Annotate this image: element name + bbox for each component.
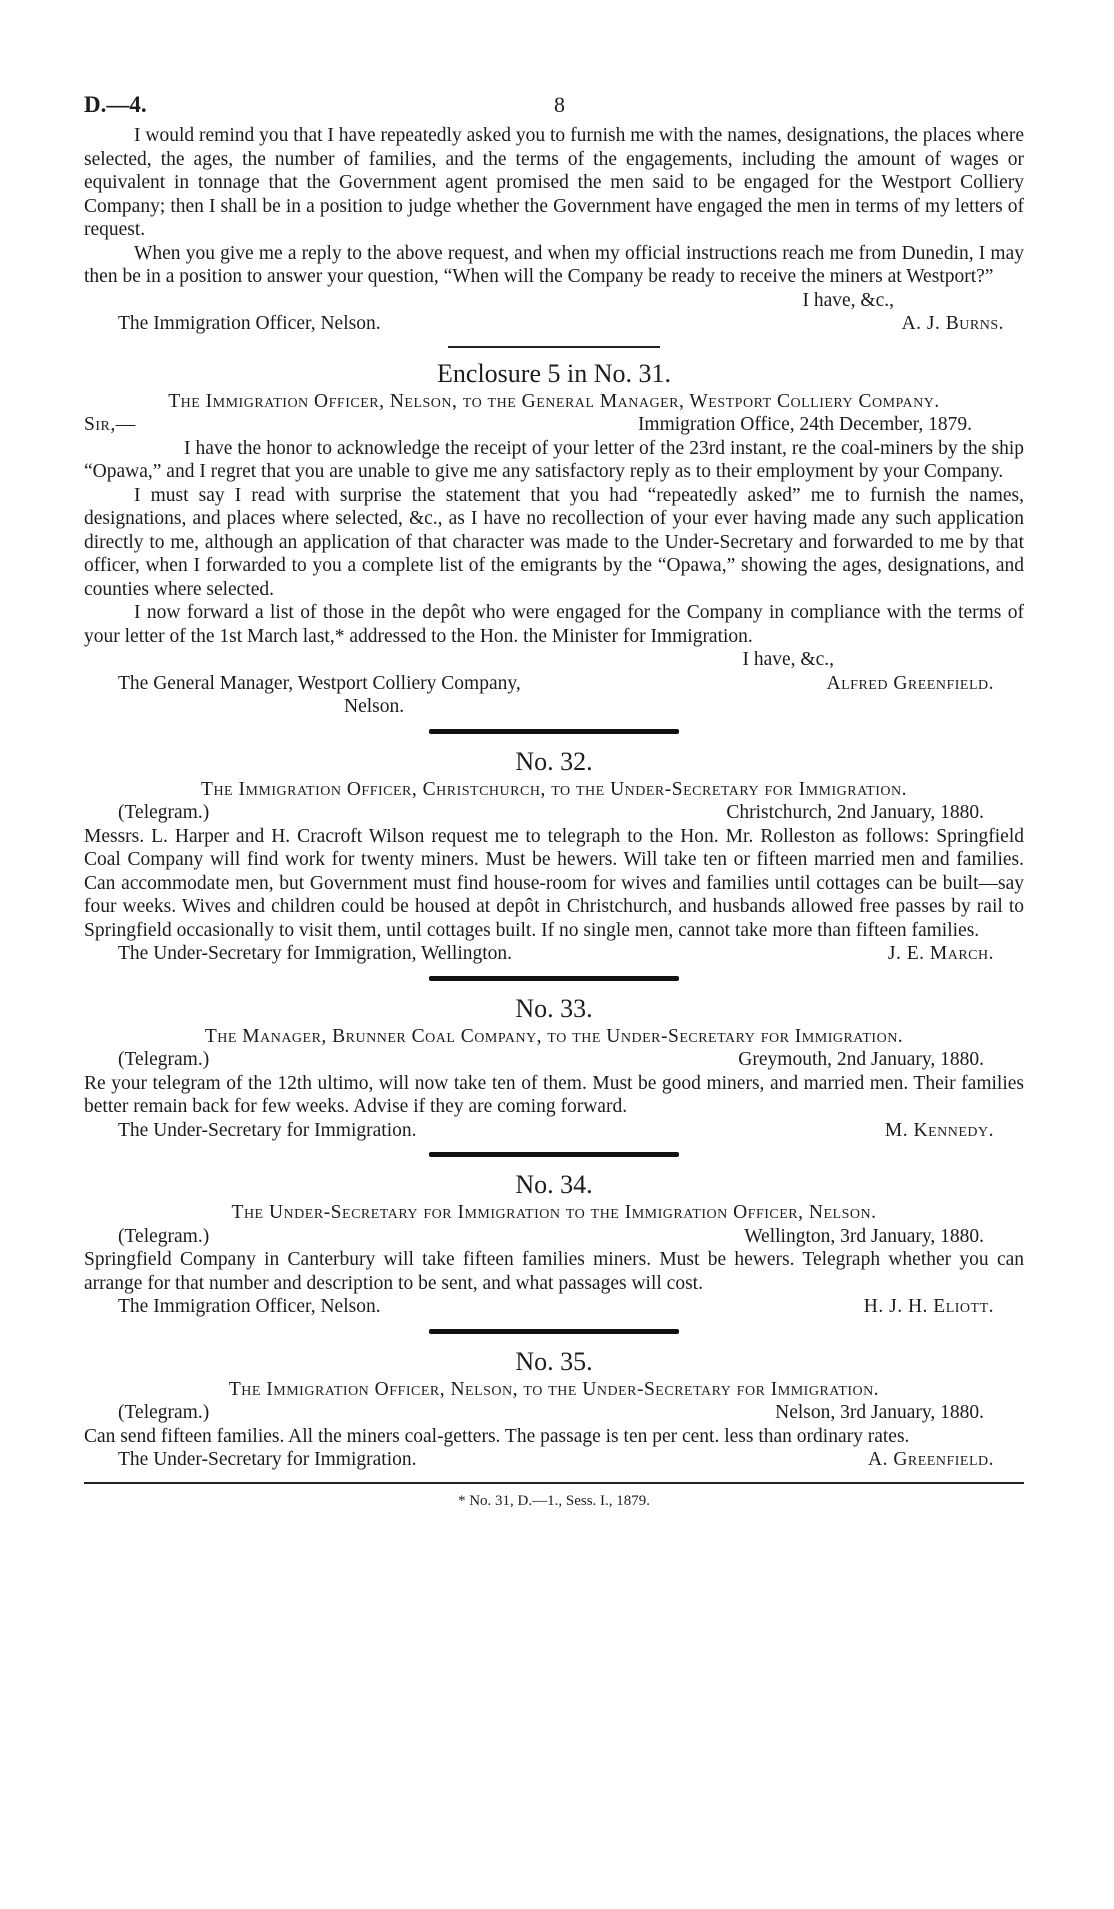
no-34-telegram-row: [84, 1225, 1024, 1249]
no-32-title: No. 32.: [515, 746, 593, 776]
no-33-addressee: The Under-Secretary for Immigration.: [118, 1119, 417, 1141]
enclosure-5-place-date: Immigration Office, 24th December, 1879.: [637, 414, 972, 435]
no-35-place-date: Nelson, 3rd January, 1880.: [775, 1402, 984, 1423]
item-no-32: [84, 746, 1024, 966]
item-no-35: [84, 1346, 1024, 1472]
no-32-addressee: The Under-Secretary for Immigration, Wellington.: [118, 943, 513, 964]
intro-paragraph-2: When you give me a reply to the above request, and when my official instructions reach me from Dunedin, I may then be in a position to answer your question, “When will the Company be ready to receive the miners at Westport?”: [84, 242, 1024, 287]
page-body: [84, 124, 1024, 1513]
enclosure-5-addressee: The General Manager, Westport Colliery Company,: [118, 672, 521, 694]
no-35-telegram-row: [84, 1401, 1024, 1425]
enclosure-5-paragraph-3: I now forward a list of those in the depôt who were engaged for the Company in compliance with the terms of your letter of the 1st March last,* addressed to the Hon. the Minister for Immigration.: [84, 602, 1024, 647]
no-32-body: Messrs. L. Harper and H. Cracroft Wilson request me to telegraph to the Hon. Mr. Rolleston as follows: Springfield Coal Company will find work for twenty miners. Must be hewers. Will take ten or fifteen married men and families. Can accommodate men, but Government must find house-room for wives and families until cottages can be built—say four weeks. Wives and children could be housed at depôt in Christchurch, and husbands allowed free passes by rail to Springfield occasionally to visit them, until cottages built. If no single men, cannot take more than fifteen families.: [84, 825, 1024, 941]
no-35-body: Can send fifteen families. All the miners coal-getters. The passage is ten per cent. less than ordinary rates.: [84, 1425, 910, 1447]
enclosure-5-from-line: The Immigration Officer, Nelson, to the General Manager, Westport Colliery Company.: [168, 390, 940, 412]
divider: [429, 729, 679, 734]
no-34-from-line: The Under-Secretary for Immigration to the Immigration Officer, Nelson.: [231, 1202, 877, 1223]
footnote-rule: [84, 1482, 1024, 1484]
item-no-34: [84, 1169, 1024, 1319]
no-33-from-line: The Manager, Brunner Coal Company, to the Under-Secretary for Immigration.: [204, 1025, 904, 1047]
no-35-telegram-label: (Telegram.): [118, 1402, 210, 1423]
page-header: [84, 92, 1024, 122]
intro-letter: [84, 124, 1024, 336]
enclosure-5-paragraph-2: I must say I read with surprise the statement that you had “repeatedly asked” me to furnish the names, designations, and places where selected, &c., as I have no recollection of your ever having made any such application directly to me, although an application of that character was made to the Under-Secretary and forwarded to me by that officer, when I forwarded to you a complete list of the emigrants by the “Opawa,” showing the ages, designations, and counties where selected.: [84, 484, 1024, 600]
no-34-signature: H. J. H. Eliott.: [863, 1296, 994, 1317]
no-35-from-line: The Immigration Officer, Nelson, to the Under-Secretary for Immigration.: [228, 1378, 880, 1400]
no-34-telegram-label: (Telegram.): [118, 1225, 210, 1247]
no-34-addressee: The Immigration Officer, Nelson.: [118, 1296, 381, 1317]
enclosure-5: [84, 358, 1024, 719]
enclosure-5-signature-row: [84, 672, 1024, 696]
divider: [448, 346, 660, 348]
enclosure-5-signature: Alfred Greenfield.: [826, 672, 994, 694]
no-35-signature: A. Greenfield.: [867, 1449, 994, 1470]
enclosure-5-salutation-row: [84, 413, 1024, 437]
enclosure-5-salutation: Sir,—: [84, 414, 136, 435]
no-35-signature-row: [84, 1448, 1024, 1472]
no-35-title: No. 35.: [515, 1346, 593, 1376]
divider: [429, 1152, 679, 1157]
item-no-33: [84, 993, 1024, 1143]
page-number: 8: [554, 92, 565, 117]
no-33-body: Re your telegram of the 12th ultimo, will now take ten of them. Must be good miners, and married men. Their families better remain back for few weeks. Advise if they are coming forward.: [84, 1072, 1024, 1117]
no-32-telegram-row: [84, 801, 1024, 825]
enclosure-5-paragraph-1: I have the honor to acknowledge the receipt of your letter of the 23rd instant, re the coal-miners by the ship “Opawa,” and I regret that you are unable to give me any satisfactory reply as to their employment by your Company.: [84, 437, 1024, 482]
no-34-place-date: Wellington, 3rd January, 1880.: [744, 1225, 984, 1247]
intro-paragraph-1: I would remind you that I have repeatedly asked you to furnish me with the names, designations, the places where selected, the ages, the number of families, and the terms of the engagements, including the amount of wages or equivalent in tonnage that the Government agent promised the men said to be engaged for the Westport Colliery Company; then I shall be in a position to judge whether the Government have engaged the men in terms of my letters of request.: [84, 125, 1024, 240]
intro-signature: A. J. Burns.: [901, 313, 1004, 334]
intro-closing-row: [84, 289, 1024, 313]
no-32-signature-row: [84, 942, 1024, 966]
intro-addressee: The Immigration Officer, Nelson.: [118, 313, 381, 334]
divider: [429, 976, 679, 981]
no-33-signature: M. Kennedy.: [884, 1119, 994, 1141]
no-33-signature-row: [84, 1119, 1024, 1143]
footnote: * No. 31, D.—1., Sess. I., 1879.: [457, 1492, 651, 1509]
enclosure-5-addressee-town: Nelson.: [344, 696, 405, 717]
enclosure-5-closing-row: [84, 648, 1024, 672]
no-32-signature: J. E. March.: [887, 943, 994, 964]
enclosure-5-closing: I have, &c.,: [742, 649, 834, 670]
intro-signature-row: [84, 312, 1024, 336]
no-35-addressee: The Under-Secretary for Immigration.: [118, 1449, 417, 1470]
no-32-telegram-label: (Telegram.): [118, 802, 210, 823]
enclosure-5-title: Enclosure 5 in No. 31.: [437, 358, 671, 388]
divider: [429, 1329, 679, 1334]
no-32-place-date: Christchurch, 2nd January, 1880.: [726, 802, 984, 823]
no-33-place-date: Greymouth, 2nd January, 1880.: [738, 1049, 984, 1070]
no-34-body: Springfield Company in Canterbury will take fifteen families miners. Must be hewers. Telegraph whether you can arrange for that number and description to be sent, and what passages will cost.: [84, 1249, 1024, 1294]
no-33-telegram-row: [84, 1048, 1024, 1072]
no-32-from-line: The Immigration Officer, Christchurch, to the Under-Secretary for Immigration.: [201, 778, 907, 800]
no-33-title: No. 33.: [515, 993, 593, 1023]
no-34-title: No. 34.: [515, 1170, 593, 1199]
intro-closing: I have, &c.,: [802, 289, 894, 311]
no-33-telegram-label: (Telegram.): [118, 1049, 210, 1070]
document-reference: D.—4.: [84, 92, 147, 117]
no-34-signature-row: [84, 1295, 1024, 1319]
